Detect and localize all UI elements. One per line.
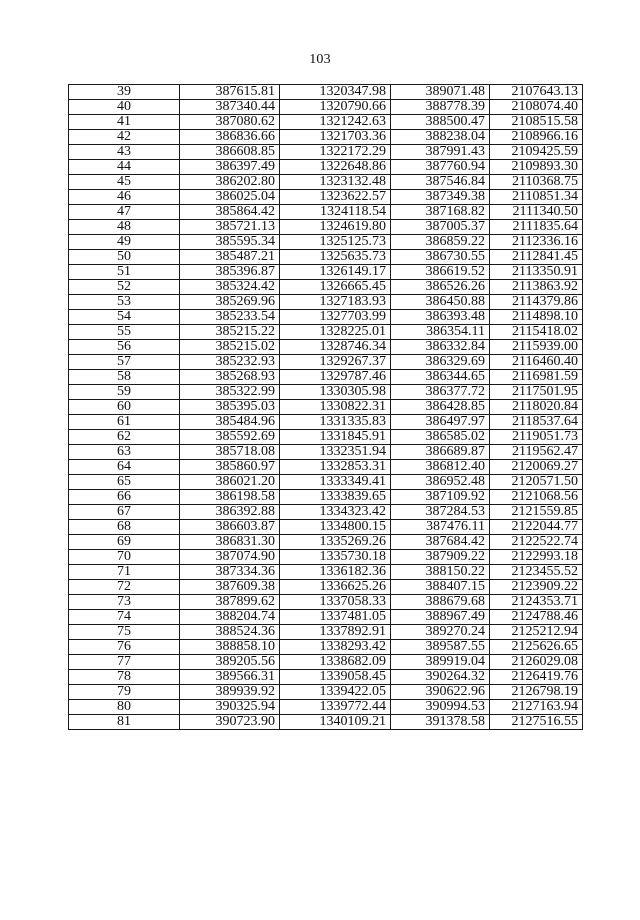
y1-cell: 1328225.01 (280, 325, 391, 340)
y1-cell: 1337481.05 (280, 610, 391, 625)
y1-cell: 1321703.36 (280, 130, 391, 145)
point-number-cell: 46 (69, 190, 180, 205)
y2-cell: 2108966.16 (490, 130, 583, 145)
coordinate-table (68, 84, 583, 730)
y2-cell: 2120069.27 (490, 460, 583, 475)
table-row (69, 430, 583, 445)
y1-cell: 1330822.31 (280, 400, 391, 415)
coordinate-table-body (69, 85, 583, 730)
table-row (69, 565, 583, 580)
table-row (69, 505, 583, 520)
x1-cell: 385233.54 (180, 310, 280, 325)
point-number-cell: 49 (69, 235, 180, 250)
y2-cell: 2122044.77 (490, 520, 583, 535)
y2-cell: 2115418.02 (490, 325, 583, 340)
x1-cell: 386025.04 (180, 190, 280, 205)
x1-cell: 385484.96 (180, 415, 280, 430)
y1-cell: 1335269.26 (280, 535, 391, 550)
x2-cell: 391378.58 (391, 715, 490, 730)
point-number-cell: 39 (69, 85, 180, 100)
table-row (69, 205, 583, 220)
table-row (69, 130, 583, 145)
x1-cell: 388204.74 (180, 610, 280, 625)
y2-cell: 2118020.84 (490, 400, 583, 415)
y2-cell: 2108074.40 (490, 100, 583, 115)
table-row (69, 115, 583, 130)
y2-cell: 2108515.58 (490, 115, 583, 130)
x1-cell: 390325.94 (180, 700, 280, 715)
x1-cell: 389205.56 (180, 655, 280, 670)
y1-cell: 1322172.29 (280, 145, 391, 160)
table-row (69, 580, 583, 595)
x1-cell: 385324.42 (180, 280, 280, 295)
x2-cell: 386730.55 (391, 250, 490, 265)
y2-cell: 2113350.91 (490, 265, 583, 280)
y1-cell: 1325635.73 (280, 250, 391, 265)
table-row (69, 190, 583, 205)
y2-cell: 2107643.13 (490, 85, 583, 100)
y2-cell: 2124788.46 (490, 610, 583, 625)
y1-cell: 1334800.15 (280, 520, 391, 535)
point-number-cell: 56 (69, 340, 180, 355)
x2-cell: 388967.49 (391, 610, 490, 625)
x2-cell: 387109.92 (391, 490, 490, 505)
y1-cell: 1337058.33 (280, 595, 391, 610)
x2-cell: 389587.55 (391, 640, 490, 655)
table-row (69, 490, 583, 505)
x2-cell: 387909.22 (391, 550, 490, 565)
point-number-cell: 44 (69, 160, 180, 175)
point-number-cell: 73 (69, 595, 180, 610)
y2-cell: 2125626.65 (490, 640, 583, 655)
point-number-cell: 48 (69, 220, 180, 235)
y2-cell: 2110851.34 (490, 190, 583, 205)
table-row (69, 325, 583, 340)
point-number-cell: 69 (69, 535, 180, 550)
y1-cell: 1339058.45 (280, 670, 391, 685)
point-number-cell: 64 (69, 460, 180, 475)
x1-cell: 389566.31 (180, 670, 280, 685)
y2-cell: 2113863.92 (490, 280, 583, 295)
point-number-cell: 70 (69, 550, 180, 565)
x2-cell: 386497.97 (391, 415, 490, 430)
y1-cell: 1339422.05 (280, 685, 391, 700)
point-number-cell: 67 (69, 505, 180, 520)
y2-cell: 2121068.56 (490, 490, 583, 505)
table-row (69, 100, 583, 115)
table-row (69, 475, 583, 490)
x2-cell: 389270.24 (391, 625, 490, 640)
y2-cell: 2118537.64 (490, 415, 583, 430)
y2-cell: 2123455.52 (490, 565, 583, 580)
table-row (69, 250, 583, 265)
y2-cell: 2126029.08 (490, 655, 583, 670)
x1-cell: 385268.93 (180, 370, 280, 385)
table-row (69, 655, 583, 670)
y2-cell: 2123909.22 (490, 580, 583, 595)
y2-cell: 2111835.64 (490, 220, 583, 235)
point-number-cell: 60 (69, 400, 180, 415)
x2-cell: 386450.88 (391, 295, 490, 310)
y1-cell: 1329787.46 (280, 370, 391, 385)
y2-cell: 2114379.86 (490, 295, 583, 310)
y1-cell: 1320347.98 (280, 85, 391, 100)
y1-cell: 1325125.73 (280, 235, 391, 250)
x1-cell: 385322.99 (180, 385, 280, 400)
y2-cell: 2109893.30 (490, 160, 583, 175)
table-row (69, 235, 583, 250)
point-number-cell: 43 (69, 145, 180, 160)
x1-cell: 385269.96 (180, 295, 280, 310)
x2-cell: 387760.94 (391, 160, 490, 175)
point-number-cell: 77 (69, 655, 180, 670)
x1-cell: 385595.34 (180, 235, 280, 250)
x1-cell: 389939.92 (180, 685, 280, 700)
point-number-cell: 59 (69, 385, 180, 400)
table-row (69, 220, 583, 235)
x1-cell: 385718.08 (180, 445, 280, 460)
y1-cell: 1329267.37 (280, 355, 391, 370)
y2-cell: 2116981.59 (490, 370, 583, 385)
y1-cell: 1330305.98 (280, 385, 391, 400)
y1-cell: 1334323.42 (280, 505, 391, 520)
x2-cell: 388238.04 (391, 130, 490, 145)
y2-cell: 2126419.76 (490, 670, 583, 685)
x2-cell: 386332.84 (391, 340, 490, 355)
point-number-cell: 74 (69, 610, 180, 625)
point-number-cell: 71 (69, 565, 180, 580)
x2-cell: 386393.48 (391, 310, 490, 325)
table-row (69, 175, 583, 190)
point-number-cell: 79 (69, 685, 180, 700)
point-number-cell: 53 (69, 295, 180, 310)
x2-cell: 389919.04 (391, 655, 490, 670)
x1-cell: 385215.22 (180, 325, 280, 340)
x1-cell: 386603.87 (180, 520, 280, 535)
x1-cell: 386608.85 (180, 145, 280, 160)
y1-cell: 1326665.45 (280, 280, 391, 295)
y2-cell: 2114898.10 (490, 310, 583, 325)
point-number-cell: 75 (69, 625, 180, 640)
y2-cell: 2116460.40 (490, 355, 583, 370)
point-number-cell: 52 (69, 280, 180, 295)
y2-cell: 2111340.50 (490, 205, 583, 220)
x2-cell: 386859.22 (391, 235, 490, 250)
x1-cell: 388524.36 (180, 625, 280, 640)
table-row (69, 280, 583, 295)
table-row (69, 370, 583, 385)
table-row (69, 670, 583, 685)
point-number-cell: 81 (69, 715, 180, 730)
table-row (69, 400, 583, 415)
y2-cell: 2115939.00 (490, 340, 583, 355)
point-number-cell: 80 (69, 700, 180, 715)
y2-cell: 2125212.94 (490, 625, 583, 640)
y1-cell: 1331335.83 (280, 415, 391, 430)
x2-cell: 389071.48 (391, 85, 490, 100)
x2-cell: 387284.53 (391, 505, 490, 520)
point-number-cell: 50 (69, 250, 180, 265)
x1-cell: 390723.90 (180, 715, 280, 730)
table-row (69, 265, 583, 280)
y1-cell: 1336625.26 (280, 580, 391, 595)
point-number-cell: 54 (69, 310, 180, 325)
table-row (69, 610, 583, 625)
point-number-cell: 41 (69, 115, 180, 130)
y1-cell: 1332351.94 (280, 445, 391, 460)
x2-cell: 387168.82 (391, 205, 490, 220)
x2-cell: 387476.11 (391, 520, 490, 535)
table-row (69, 340, 583, 355)
y2-cell: 2112841.45 (490, 250, 583, 265)
table-row (69, 160, 583, 175)
table-row (69, 640, 583, 655)
x2-cell: 387349.38 (391, 190, 490, 205)
table-row (69, 295, 583, 310)
x2-cell: 386689.87 (391, 445, 490, 460)
table-row (69, 85, 583, 100)
page-number: 103 (309, 52, 331, 67)
x2-cell: 387005.37 (391, 220, 490, 235)
y1-cell: 1324118.54 (280, 205, 391, 220)
x1-cell: 387340.44 (180, 100, 280, 115)
x1-cell: 387615.81 (180, 85, 280, 100)
x2-cell: 390994.53 (391, 700, 490, 715)
y1-cell: 1326149.17 (280, 265, 391, 280)
y1-cell: 1338293.42 (280, 640, 391, 655)
table-row (69, 715, 583, 730)
x1-cell: 387899.62 (180, 595, 280, 610)
y2-cell: 2112336.16 (490, 235, 583, 250)
x2-cell: 388778.39 (391, 100, 490, 115)
y2-cell: 2127516.55 (490, 715, 583, 730)
x2-cell: 387684.42 (391, 535, 490, 550)
y1-cell: 1322648.86 (280, 160, 391, 175)
x1-cell: 385864.42 (180, 205, 280, 220)
y2-cell: 2121559.85 (490, 505, 583, 520)
y1-cell: 1323132.48 (280, 175, 391, 190)
y1-cell: 1339772.44 (280, 700, 391, 715)
y2-cell: 2127163.94 (490, 700, 583, 715)
x2-cell: 387546.84 (391, 175, 490, 190)
x2-cell: 386344.65 (391, 370, 490, 385)
x2-cell: 387991.43 (391, 145, 490, 160)
y1-cell: 1327703.99 (280, 310, 391, 325)
x1-cell: 386198.58 (180, 490, 280, 505)
x1-cell: 386392.88 (180, 505, 280, 520)
x1-cell: 386202.80 (180, 175, 280, 190)
y1-cell: 1331845.91 (280, 430, 391, 445)
y1-cell: 1324619.80 (280, 220, 391, 235)
y1-cell: 1337892.91 (280, 625, 391, 640)
x1-cell: 388858.10 (180, 640, 280, 655)
table-row (69, 595, 583, 610)
x1-cell: 385487.21 (180, 250, 280, 265)
x1-cell: 385592.69 (180, 430, 280, 445)
x2-cell: 390264.32 (391, 670, 490, 685)
x1-cell: 385215.02 (180, 340, 280, 355)
x2-cell: 386377.72 (391, 385, 490, 400)
x2-cell: 386354.11 (391, 325, 490, 340)
x2-cell: 386619.52 (391, 265, 490, 280)
y1-cell: 1338682.09 (280, 655, 391, 670)
x1-cell: 387074.90 (180, 550, 280, 565)
point-number-cell: 42 (69, 130, 180, 145)
y2-cell: 2119562.47 (490, 445, 583, 460)
point-number-cell: 61 (69, 415, 180, 430)
x1-cell: 387609.38 (180, 580, 280, 595)
x1-cell: 385395.03 (180, 400, 280, 415)
table-row (69, 625, 583, 640)
table-row (69, 385, 583, 400)
y2-cell: 2119051.73 (490, 430, 583, 445)
point-number-cell: 78 (69, 670, 180, 685)
point-number-cell: 65 (69, 475, 180, 490)
table-row (69, 145, 583, 160)
point-number-cell: 57 (69, 355, 180, 370)
x2-cell: 386585.02 (391, 430, 490, 445)
x1-cell: 387334.36 (180, 565, 280, 580)
table-row (69, 520, 583, 535)
y2-cell: 2126798.19 (490, 685, 583, 700)
x1-cell: 386836.66 (180, 130, 280, 145)
y1-cell: 1333839.65 (280, 490, 391, 505)
x2-cell: 386952.48 (391, 475, 490, 490)
x1-cell: 386021.20 (180, 475, 280, 490)
point-number-cell: 76 (69, 640, 180, 655)
x2-cell: 388679.68 (391, 595, 490, 610)
y2-cell: 2109425.59 (490, 145, 583, 160)
x2-cell: 388150.22 (391, 565, 490, 580)
point-number-cell: 51 (69, 265, 180, 280)
table-row (69, 700, 583, 715)
table-row (69, 550, 583, 565)
y1-cell: 1328746.34 (280, 340, 391, 355)
y2-cell: 2120571.50 (490, 475, 583, 490)
y2-cell: 2117501.95 (490, 385, 583, 400)
point-number-cell: 62 (69, 430, 180, 445)
x1-cell: 385232.93 (180, 355, 280, 370)
x2-cell: 386428.85 (391, 400, 490, 415)
point-number-cell: 58 (69, 370, 180, 385)
x1-cell: 386831.30 (180, 535, 280, 550)
y1-cell: 1336182.36 (280, 565, 391, 580)
table-row (69, 310, 583, 325)
y1-cell: 1320790.66 (280, 100, 391, 115)
point-number-cell: 63 (69, 445, 180, 460)
point-number-cell: 45 (69, 175, 180, 190)
x2-cell: 386812.40 (391, 460, 490, 475)
x2-cell: 388500.47 (391, 115, 490, 130)
y2-cell: 2110368.75 (490, 175, 583, 190)
y1-cell: 1321242.63 (280, 115, 391, 130)
table-row (69, 535, 583, 550)
y1-cell: 1333349.41 (280, 475, 391, 490)
table-row (69, 460, 583, 475)
table-row (69, 445, 583, 460)
x2-cell: 390622.96 (391, 685, 490, 700)
y1-cell: 1332853.31 (280, 460, 391, 475)
y2-cell: 2124353.71 (490, 595, 583, 610)
x2-cell: 388407.15 (391, 580, 490, 595)
y1-cell: 1323622.57 (280, 190, 391, 205)
x2-cell: 386329.69 (391, 355, 490, 370)
x1-cell: 385396.87 (180, 265, 280, 280)
point-number-cell: 66 (69, 490, 180, 505)
table-row (69, 415, 583, 430)
y1-cell: 1340109.21 (280, 715, 391, 730)
point-number-cell: 47 (69, 205, 180, 220)
table-row (69, 685, 583, 700)
point-number-cell: 55 (69, 325, 180, 340)
x1-cell: 385721.13 (180, 220, 280, 235)
y1-cell: 1335730.18 (280, 550, 391, 565)
point-number-cell: 68 (69, 520, 180, 535)
x1-cell: 385860.97 (180, 460, 280, 475)
point-number-cell: 40 (69, 100, 180, 115)
point-number-cell: 72 (69, 580, 180, 595)
table-row (69, 355, 583, 370)
x1-cell: 386397.49 (180, 160, 280, 175)
y1-cell: 1327183.93 (280, 295, 391, 310)
x1-cell: 387080.62 (180, 115, 280, 130)
x2-cell: 386526.26 (391, 280, 490, 295)
y2-cell: 2122993.18 (490, 550, 583, 565)
y2-cell: 2122522.74 (490, 535, 583, 550)
